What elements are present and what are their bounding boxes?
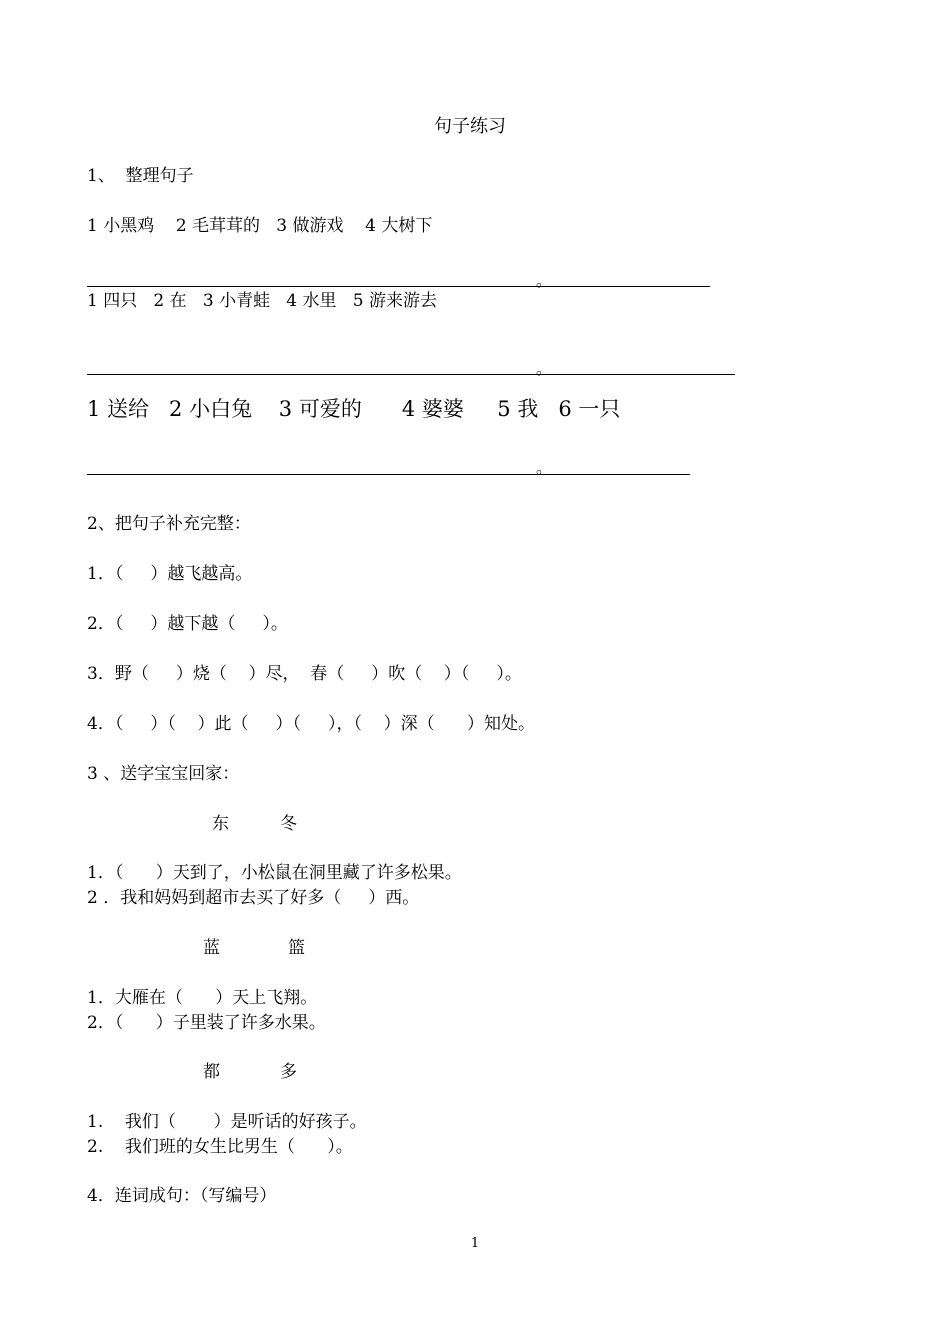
char-choice: 多	[280, 1062, 297, 1082]
sentence-period-2: 。	[536, 359, 553, 378]
sentence-words-3: 1 送给 2 小白兔 3 可爱的 4 婆婆 5 我 6 一只	[87, 397, 621, 421]
char-fill-item: 1．（ ）天到了，小松鼠在洞里藏了许多松果。	[87, 863, 462, 883]
fill-item-3: 3．野（ ）烧（ ）尽， 春（ ）吹（ ）（ ）。	[87, 664, 522, 684]
char-choice: 蓝	[203, 938, 220, 958]
answer-line-2	[87, 374, 735, 375]
char-choice: 都	[203, 1062, 220, 1082]
sentence-period-1: 。	[536, 271, 553, 290]
char-choice: 篮	[288, 938, 305, 958]
char-choice: 冬	[280, 814, 297, 834]
char-fill-item: 2. 我们班的女生比男生（ ）。	[87, 1137, 353, 1157]
char-fill-item: 2．（ ）子里装了许多水果。	[87, 1013, 326, 1033]
fill-item-2: 2．（ ）越下越（ ）。	[87, 614, 288, 634]
page-title: 句子练习	[434, 116, 506, 137]
sentence-words-1: 1 小黑鸡 2 毛茸茸的 3 做游戏 4 大树下	[87, 216, 433, 236]
fill-item-1: 1．（ ）越飞越高。	[87, 564, 253, 584]
answer-line-3	[87, 474, 690, 475]
page-number: 1	[470, 1236, 480, 1251]
char-fill-item: 2 ．我和妈妈到超市去买了好多（ ）西。	[87, 888, 420, 908]
fill-item-4: 4．（ ）（ ）此（ ）（ ），（ ）深（ ）知处。	[87, 714, 536, 734]
char-fill-item: 1. 我们（ ）是听话的好孩子。	[87, 1112, 367, 1132]
sentence-period-3: 。	[536, 458, 553, 477]
char-fill-item: 1．大雁在（ ）天上飞翔。	[87, 988, 318, 1008]
answer-line-1	[87, 286, 710, 287]
section-4-heading: 4．连词成句：（写编号）	[87, 1186, 277, 1206]
char-choice: 东	[212, 814, 229, 834]
section-2-heading: 2、把句子补充完整：	[87, 514, 251, 534]
section-1-heading: 1、 整理句子	[87, 166, 194, 186]
sentence-words-2: 1 四只 2 在 3 小青蛙 4 水里 5 游来游去	[87, 291, 437, 311]
section-3-heading: 3 、送字宝宝回家：	[87, 764, 240, 784]
